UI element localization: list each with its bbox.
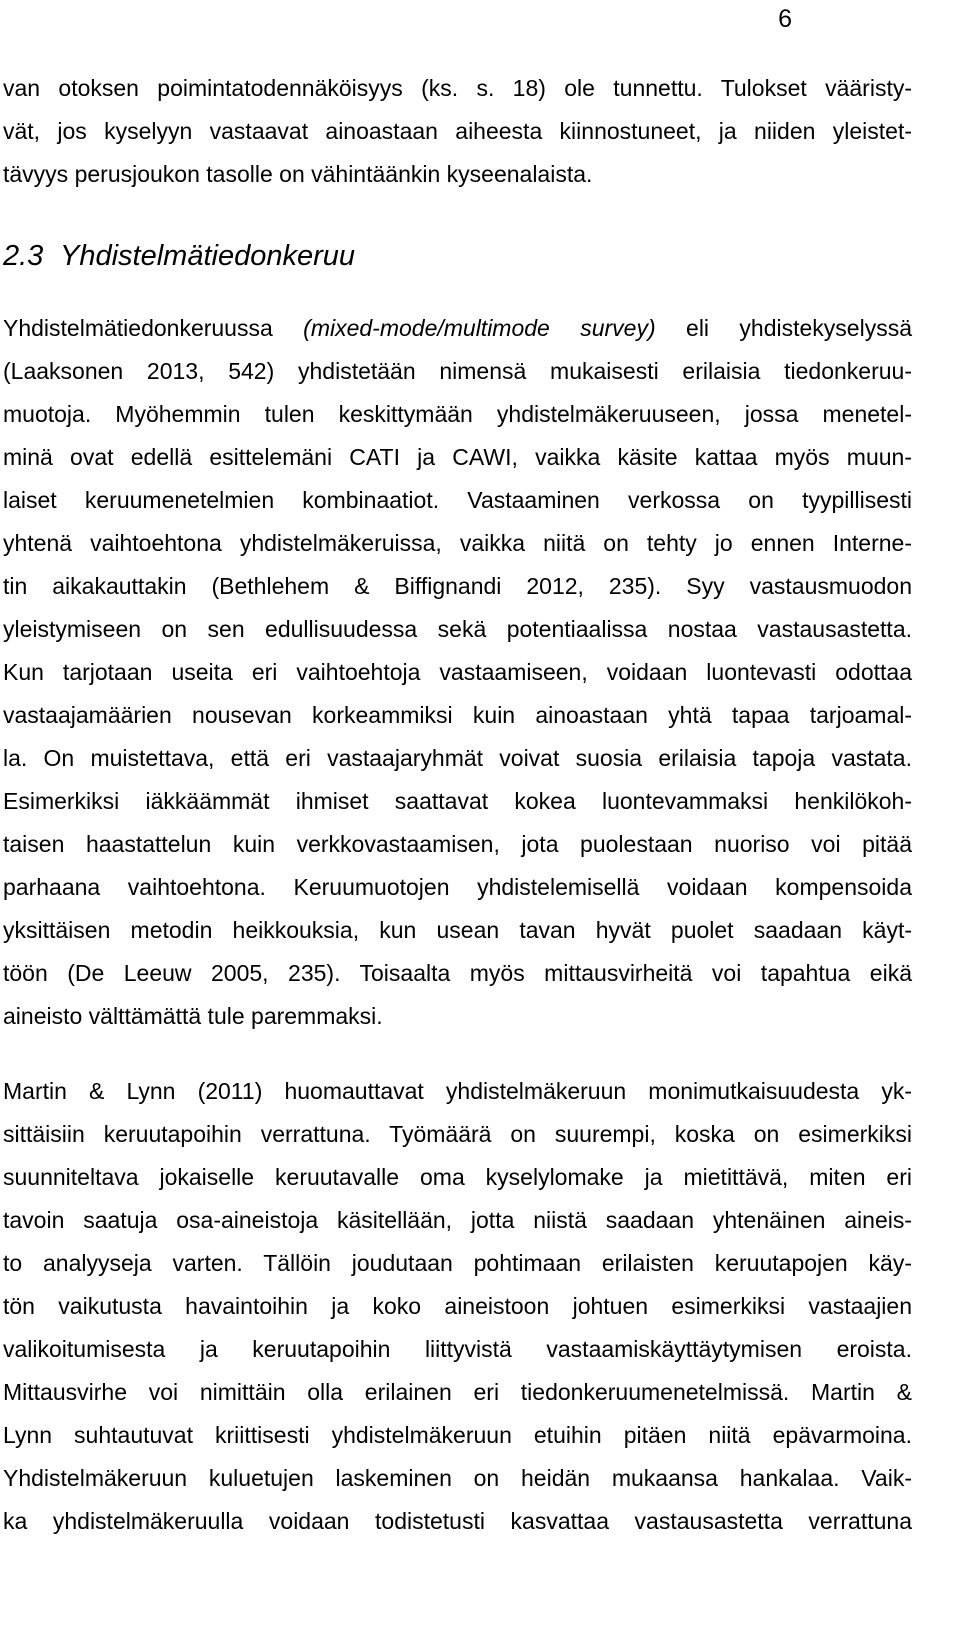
paragraph-body-line: Lynn suhtautuvat kriittisesti yhdistelmäkeruun etuihin pitäen niitä epävarmoina. xyxy=(3,1422,912,1448)
paragraph-body-line: Yhdistelmäkeruun kuluetujen laskeminen on heidän mukaansa hankalaa. Vaik- xyxy=(3,1465,912,1491)
paragraph-intro-line: van otoksen poimintatodennäköisyys (ks. s. 18) ole tunnettu. Tulokset vääristy- xyxy=(3,75,912,101)
paragraph-body-line: Kun tarjotaan useita eri vaihtoehtoja vastaamiseen, voidaan luontevasti odottaa xyxy=(3,659,912,685)
paragraph-body-line: aineisto välttämättä tule paremmaksi. xyxy=(3,1003,383,1029)
paragraph-body-line: sittäisiin keruutapoihin verrattuna. Työmäärä on suurempi, koska on esimerkiksi xyxy=(3,1121,912,1147)
paragraph-body-line: laiset keruumenetelmien kombinaatiot. Vastaaminen verkossa on tyypillisesti xyxy=(3,487,912,513)
text-run: eli yhdistekyselyssä xyxy=(655,315,912,341)
paragraph-body-line: yleistymiseen on sen edullisuudessa sekä potentiaalissa nostaa vastausastetta. xyxy=(3,616,912,642)
paragraph-body-line: la. On muistettava, että eri vastaajaryhmät voivat suosia erilaisia tapoja vastata. xyxy=(3,745,912,771)
text-run: Yhdistelmätiedonkeruussa xyxy=(3,315,304,341)
section-heading xyxy=(3,238,355,274)
paragraph-body-line: tön vaikutusta havaintoihin ja koko aineistoon johtuen esimerkiksi vastaajien xyxy=(3,1293,912,1319)
section-title: Yhdistelmätiedonkeruu xyxy=(60,240,356,272)
section-number: 2.3 xyxy=(3,240,44,272)
paragraph-intro-line: tävyys perusjoukon tasolle on vähintäänkin kyseenalaista. xyxy=(3,161,593,187)
paragraph-body-line: valikoitumisesta ja keruutapoihin liittyvistä vastaamiskäyttäytymisen eroista. xyxy=(3,1336,912,1362)
paragraph-body-line: parhaana vaihtoehtona. Keruumuotojen yhdistelemisellä voidaan kompensoida xyxy=(3,874,912,900)
paragraph-body-line: tin aikakauttakin (Bethlehem & Biffignandi 2012, 235). Syy vastausmuodon xyxy=(3,573,912,599)
paragraph-body-line: Martin & Lynn (2011) huomauttavat yhdistelmäkeruun monimutkaisuudesta yk- xyxy=(3,1078,912,1104)
italic-term: (mixed-mode/multimode survey) xyxy=(303,315,656,341)
paragraph-body-line: suunniteltava jokaiselle keruutavalle oma kyselylomake ja mietittävä, miten eri xyxy=(3,1164,912,1190)
paragraph-body-line: vastaajamäärien nousevan korkeammiksi kuin ainoastaan yhtä tapaa tarjoamal- xyxy=(3,702,912,728)
paragraph-body-line: Mittausvirhe voi nimittäin olla erilainen eri tiedonkeruumenetelmissä. Martin & xyxy=(3,1379,912,1405)
paragraph-body-line: minä ovat edellä esittelemäni CATI ja CAWI, vaikka käsite kattaa myös muun- xyxy=(3,444,912,470)
paragraph-body-line: töön (De Leeuw 2005, 235). Toisaalta myös mittausvirheitä voi tapahtua eikä xyxy=(3,960,912,986)
paragraph-body-line xyxy=(3,313,912,343)
paragraph-body-line: to analyyseja varten. Tällöin joudutaan pohtimaan erilaisten keruutapojen käy- xyxy=(3,1250,912,1276)
paragraph-body-line: Esimerkiksi iäkkäämmät ihmiset saattavat kokea luontevammaksi henkilökoh- xyxy=(3,788,912,814)
paragraph-body-line: ka yhdistelmäkeruulla voidaan todistetusti kasvattaa vastausastetta verrattuna xyxy=(3,1508,912,1534)
paragraph-intro-line: vät, jos kyselyyn vastaavat ainoastaan aiheesta kiinnostuneet, ja niiden yleistet- xyxy=(3,118,912,144)
page-number: 6 xyxy=(778,5,792,33)
paragraph-body-line: taisen haastattelun kuin verkkovastaamisen, jota puolestaan nuoriso voi pitää xyxy=(3,831,912,857)
paragraph-body-line: yhtenä vaihtoehtona yhdistelmäkeruissa, vaikka niitä on tehty jo ennen Interne- xyxy=(3,530,912,556)
paragraph-body-line: (Laaksonen 2013, 542) yhdistetään nimensä mukaisesti erilaisia tiedonkeruu- xyxy=(3,358,912,384)
paragraph-body-line: muotoja. Myöhemmin tulen keskittymään yhdistelmäkeruuseen, jossa menetel- xyxy=(3,401,912,427)
paragraph-body-line: tavoin saatuja osa-aineistoja käsitellään, jotta niistä saadaan yhtenäinen aineis- xyxy=(3,1207,912,1233)
paragraph-body-line: yksittäisen metodin heikkouksia, kun usean tavan hyvät puolet saadaan käyt- xyxy=(3,917,912,943)
